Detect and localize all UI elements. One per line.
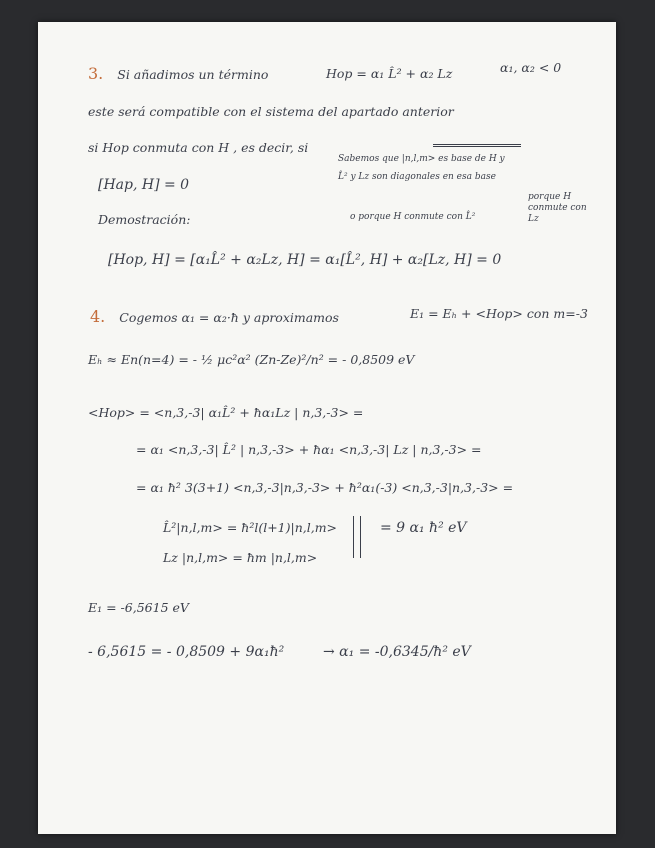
commute-lz-note: porque H conmute con Lz: [528, 192, 587, 224]
problem-3-line: [88, 64, 268, 83]
problem-4-number: 4.: [90, 307, 106, 326]
lz-eigenvalue-relation: Lz |n,l,m> = ħm |n,l,m>: [163, 550, 318, 565]
problem-3-number: 3.: [88, 64, 104, 83]
commutator-equation: [Hap, H] = 0: [98, 177, 190, 193]
energy-approximation: E₁ = Eₕ + <Hop> con m=-3: [410, 306, 588, 321]
hop-expectation-line-2: = α₁ <n,3,-3| L̂² | n,3,-3> + ħα₁ <n,3,-3| Lz | n,3,-3> =: [136, 442, 482, 457]
problem-3-intro: Si añadimos un término: [117, 67, 269, 82]
paper-sheet: [38, 22, 616, 834]
hydrogen-energy-line: Eₕ ≈ En(n=4) = - ½ μc²α² (Zn-Ze)²/n² = - 0,8509 eV: [88, 352, 415, 367]
hop-expectation-line-1: <Hop> = <n,3,-3| α₁L̂² + ħα₁Lz | n,3,-3> =: [88, 405, 364, 420]
alpha-condition: α₁, α₂ < 0: [500, 60, 562, 75]
problem-4-line: [90, 307, 339, 326]
measured-energy: E₁ = -6,5615 eV: [88, 600, 189, 615]
commutator-demonstration: [Hop, H] = [α₁L̂² + α₂Lz, H] = α₁[L̂², H] + α₂[Lz, H] = 0: [108, 252, 502, 268]
double-bar: [353, 516, 361, 558]
alpha-equation: - 6,5615 = - 0,8509 + 9α₁ħ²: [88, 644, 285, 660]
hop-definition: Hop = α₁ L̂² + α₂ Lz: [326, 66, 453, 81]
demonstration-heading: Demostración:: [98, 212, 191, 227]
alpha-solution: → α₁ = -0,6345/ħ² eV: [323, 644, 471, 660]
problem-4-intro: Cogemos α₁ = α₂·ħ y aproximamos: [119, 310, 339, 325]
compatibility-line: este será compatible con el sistema del apartado anterior: [88, 104, 454, 119]
hop-expectation-line-3: = α₁ ħ² 3(3+1) <n,3,-3|n,3,-3> + ħ²α₁(-3) <n,3,-3|n,3,-3> =: [136, 480, 514, 495]
l2-eigenvalue-relation: L̂²|n,l,m> = ħ²l(l+1)|n,l,m>: [163, 520, 338, 535]
basis-note-line-2: L̂² y Lz son diagonales en esa base: [338, 172, 496, 182]
commute-l2-note: o porque H conmute con L̂²: [350, 212, 476, 222]
scribble-strikeout: [433, 134, 521, 147]
hop-result: = 9 α₁ ħ² eV: [380, 520, 467, 536]
basis-note-line-1: Sabemos que |n,l,m> es base de H y: [338, 154, 505, 164]
commute-condition-text: si Hop conmuta con H , es decir, si: [88, 140, 309, 155]
